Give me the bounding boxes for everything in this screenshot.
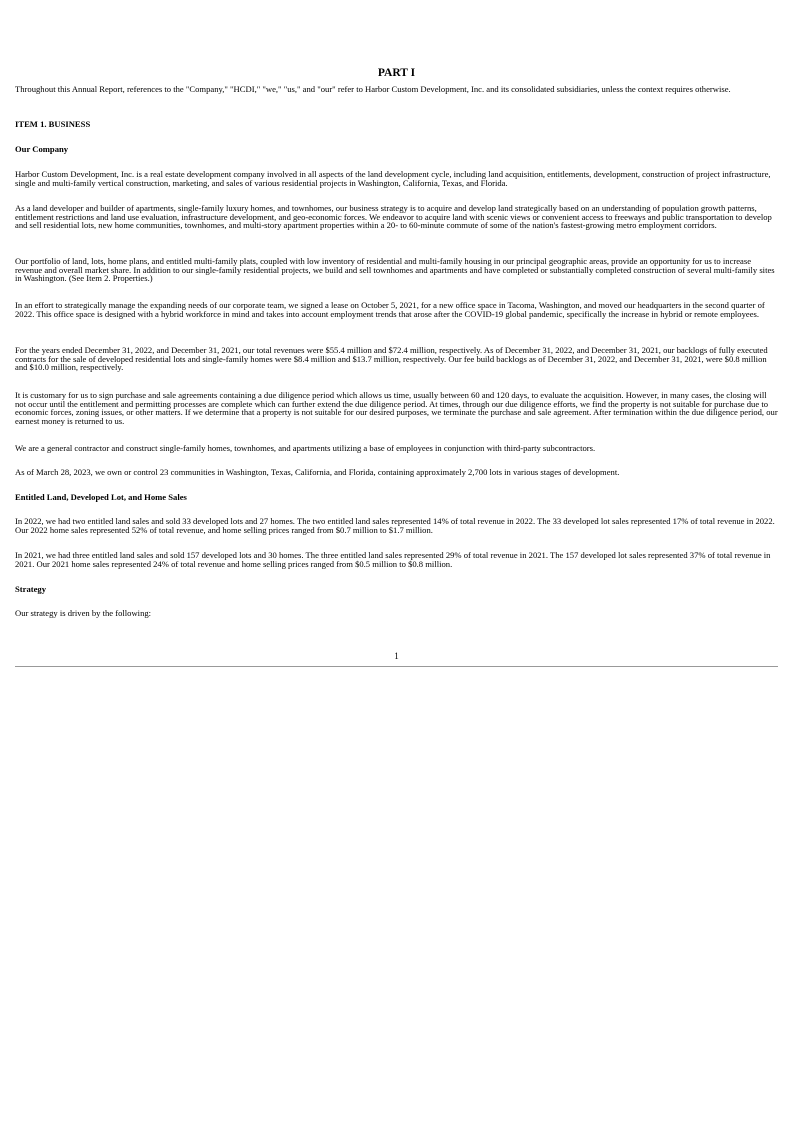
sales-paragraph-2021: In 2021, we had three entitled land sales and sold 157 developed lots and 30 homes. The three entitled land sales represented 29% of total revenue in 2021. The 157 developed lot sales represented 37% of total revenue in 2021. Our 2021 home sales represented 24% of total revenue and home selling prices ranged from $0.5 million to $0.8 million.: [15, 550, 771, 569]
sales-paragraph-2022: In 2022, we had two entitled land sales and sold 33 developed lots and 27 homes. The two entitled land sales represented 14% of total revenue in 2022. The 33 developed lot sales represented 17% of total revenue in 2022. Our 2022 home sales represented 52% of total revenue, and home selling prices ranged from $0.7 million to $1.7 million.: [15, 516, 775, 535]
strategy-paragraph: Our strategy is driven by the following:: [15, 608, 152, 618]
company-paragraph-5: For the years ended December 31, 2022, and December 31, 2021, our total revenues were $55.4 million and $72.4 million, respectively. As of December 31, 2022, and December 31, 2021, our backlogs of fully executed contracts for the sale of developed residential lots and single-family homes were $8.4 million and $13.7 million, respectively. Our fee build backlogs as of December 31, 2022, and December 31, 2021, were $0.8 million and $10.0 million, respectively.: [15, 345, 768, 373]
company-paragraph-8: As of March 28, 2023, we own or control 23 communities in Washington, Texas, California, and Florida, containing approximately 2,700 lots in various stages of development.: [15, 467, 620, 477]
item-heading: ITEM 1. BUSINESS: [15, 119, 91, 129]
company-paragraph-4: In an effort to strategically manage the expanding needs of our corporate team, we signed a lease on October 5, 2021, for a new office space in Tacoma, Washington, and moved our headquarters in the second quarter of 2022. This office space is designed with a hybrid workforce in mind and takes into account employment trends that arose after the COVID-19 global pandemic, specifically the increase in hybrid or remote employees.: [15, 300, 765, 319]
sales-heading: Entitled Land, Developed Lot, and Home Sales: [15, 492, 187, 502]
strategy-heading: Strategy: [15, 584, 47, 594]
company-paragraph-3: Our portfolio of land, lots, home plans, and entitled multi-family plats, coupled with low inventory of residential and multi-family housing in our principal geographic areas, provide an opportunity for us to increase revenue and overall market share. In addition to our single-family residential projects, we build and sell townhomes and apartments and have completed or substantially completed construction of several multi-family sites in Washington. (See Item 2. Properties.): [15, 256, 775, 284]
intro-paragraph: Throughout this Annual Report, references to the "Company," "HCDI," "we," "us," and "our" refer to Harbor Custom Development, Inc. and its consolidated subsidiaries, unless the context requires otherwise.: [15, 84, 731, 94]
company-paragraph-7: We are a general contractor and construct single-family homes, townhomes, and apartments utilizing a base of employees in conjunction with third-party subcontractors.: [15, 443, 596, 453]
our-company-heading: Our Company: [15, 144, 69, 154]
company-paragraph-2: As a land developer and builder of apartments, single-family luxury homes, and townhomes, our business strategy is to acquire and develop land strategically based on an understanding of population growth patterns, entitlement restrictions and land use evaluation, infrastructure development, and geo-economic forces. We endeavor to acquire land with scenic views or convenient access to freeways and public transportation to develop and sell residential lots, new home communities, townhomes, and multi-story apartment properties within a 20- to 60-minute commute of some of the nation's fastest-growing metro employment corridors.: [15, 203, 772, 231]
company-paragraph-1: Harbor Custom Development, Inc. is a real estate development company involved in all aspects of the land development cycle, including land acquisition, entitlements, development, construction of project infrastructure, single and multi-family vertical construction, marketing, and sales of various residential projects in Washington, California, Texas, and Florida.: [15, 169, 771, 188]
company-paragraph-6: It is customary for us to sign purchase and sale agreements containing a due diligence period which allows us time, usually between 60 and 120 days, to evaluate the acquisition. However, in many cases, the closing will not occur until the entitlement and permitting processes are complete which can further extend the due diligence period. At times, through our due diligence efforts, we find the property is not suitable for purchase due to economic forces, zoning issues, or other matters. If we determine that a property is not suitable for our desired purposes, we terminate the purchase and sale agreement. After termination within the due diligence period, our earnest money is returned to us.: [15, 390, 778, 426]
page-number: 1: [394, 651, 399, 661]
page-divider: [15, 666, 778, 667]
part-title: PART I: [377, 67, 416, 79]
